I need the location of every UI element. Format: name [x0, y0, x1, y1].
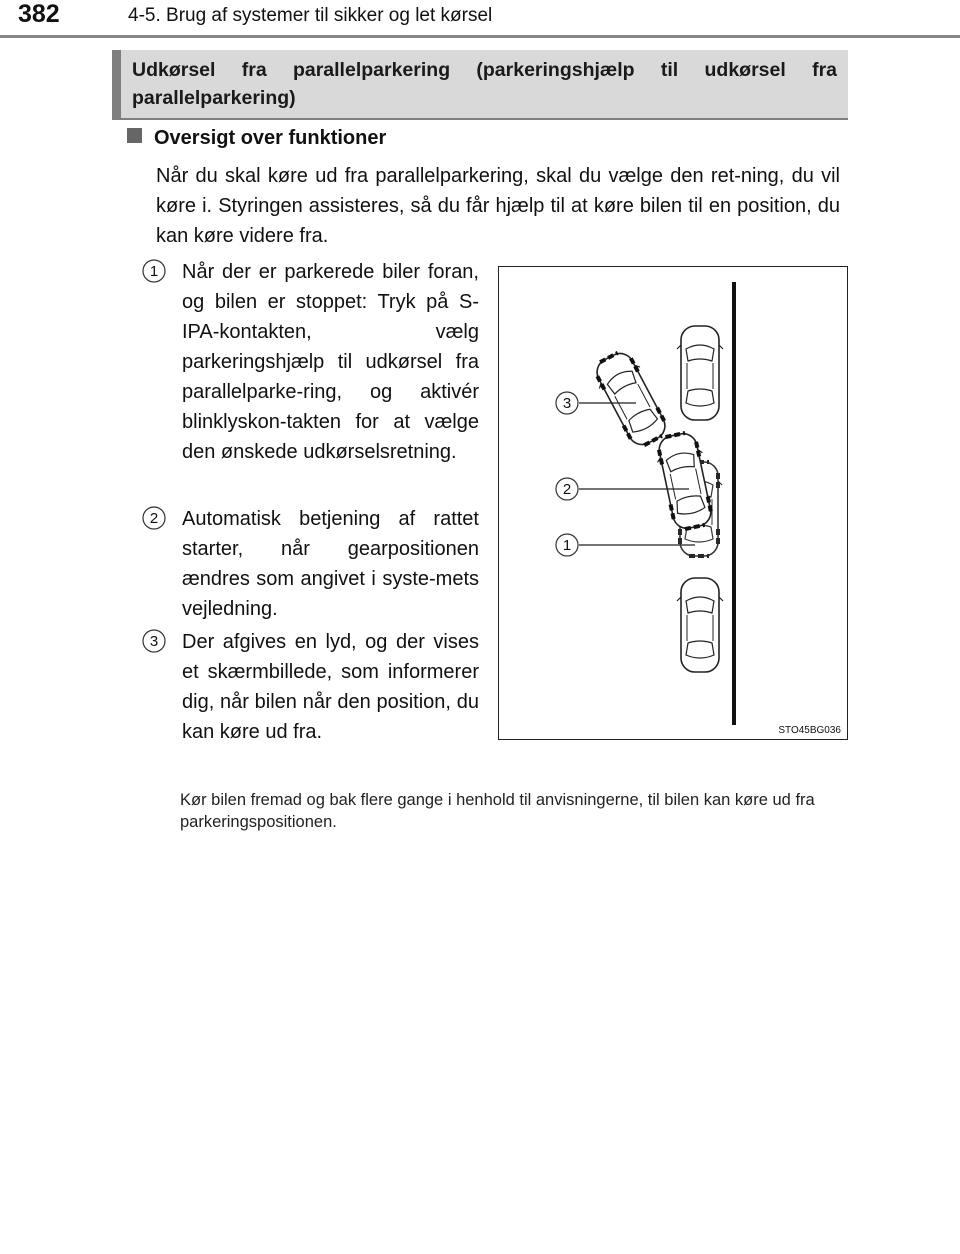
figure-code: STO45BG036	[778, 725, 841, 736]
step-2-number-badge	[142, 506, 166, 530]
page-number: 382	[18, 0, 60, 28]
parked-car-front	[677, 326, 723, 420]
step-3-number-badge	[142, 629, 166, 653]
section-title: Udkørsel fra parallelparkering (parkeringshjælp til udkørsel fra parallelparkering)	[132, 59, 837, 109]
step-2-number: 2	[149, 510, 159, 527]
parking-diagram	[499, 267, 847, 739]
step-1-number-badge	[142, 259, 166, 283]
callout-2-number: 2	[562, 481, 572, 498]
step-3-number: 3	[149, 633, 159, 650]
section-heading-box	[112, 50, 848, 118]
intro-paragraph: Når du skal køre ud fra parallelparkering, skal du vælge den ret-ning, du vil køre i. Styringen assisteres, så du får hjælp til at køre bilen til en position, du kan køre videre fra.	[156, 165, 840, 247]
subsection-heading	[127, 127, 386, 150]
step-3-text: Der afgives en lyd, og der vises et skærmbillede, som informerer dig, når bilen når den position, du kan køre ud fra.	[182, 631, 479, 743]
parked-car-rear	[677, 578, 723, 672]
callout-2-badge	[556, 478, 578, 500]
callout-1-number: 1	[562, 537, 572, 554]
callout-3-badge	[556, 392, 578, 414]
footnote: Kør bilen fremad og bak flere gange i henhold til anvisningerne, til bilen kan køre ud fra parkeringspositionen.	[180, 791, 815, 831]
step-1-text: Når der er parkerede biler foran, og bilen er stoppet: Tryk på S-IPA-kontakten, vælg parkeringshjælp til udkørsel fra parallelparke-ring, og aktivér blinklyskon-takten for at vælge den ønskede udkørselsretning.	[182, 261, 479, 463]
callout-3-number: 3	[562, 395, 572, 412]
callout-1-badge	[556, 534, 578, 556]
section-divider	[112, 118, 848, 120]
step-2-text: Automatisk betjening af rattet starter, når gearpositionen ændres som angivet i syste-mets vejledning.	[182, 508, 479, 620]
chapter-title: 4-5. Brug af systemer til sikker og let kørsel	[128, 5, 493, 26]
step-1-number: 1	[149, 263, 159, 280]
header-divider	[0, 35, 960, 38]
ego-car-position-3	[589, 347, 674, 452]
parking-exit-illustration	[498, 266, 848, 740]
square-bullet-icon	[127, 128, 142, 143]
section-accent-bar	[112, 50, 121, 118]
subsection-title: Oversigt over funktioner	[154, 127, 387, 149]
